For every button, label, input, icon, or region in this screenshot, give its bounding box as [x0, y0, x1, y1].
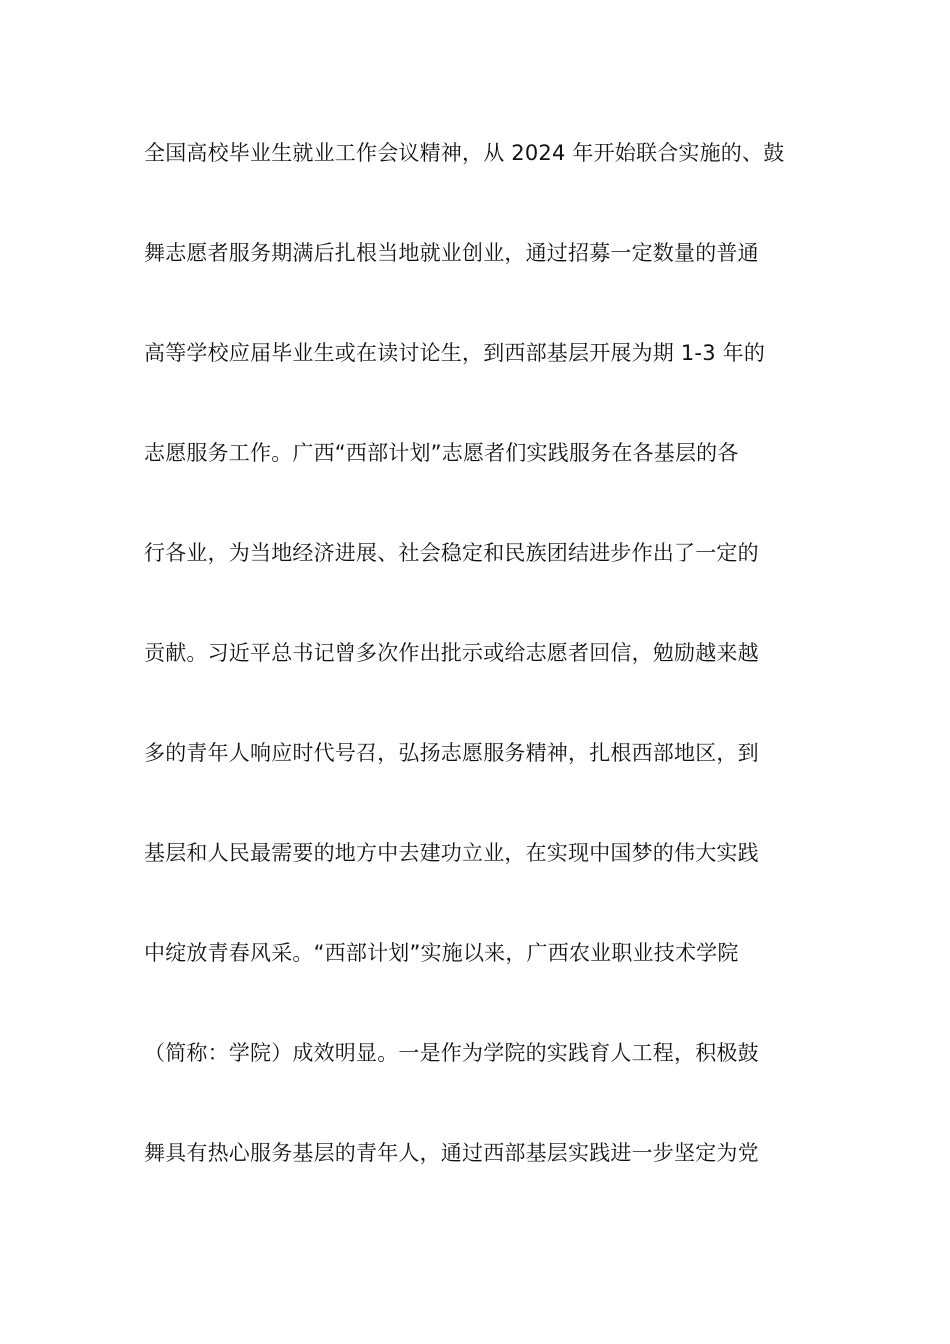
text-line: 多的青年人响应时代号召，弘扬志愿服务精神，扎根西部地区，到 — [144, 741, 759, 765]
text-line: 志愿服务工作。广西“西部计划”志愿者们实践服务在各基层的各 — [144, 441, 739, 465]
text-line: 贡献。习近平总书记曾多次作出批示或给志愿者回信，勉励越来越 — [144, 641, 759, 665]
body-paragraph — [144, 133, 814, 1233]
text-line: 舞志愿者服务期满后扎根当地就业创业，通过招募一定数量的普通 — [144, 241, 759, 265]
text-line: 舞具有热心服务基层的青年人，通过西部基层实践进一步坚定为党 — [144, 1141, 759, 1165]
text-line: 高等学校应届毕业生或在读讨论生，到西部基层开展为期 1-3 年的 — [144, 341, 766, 365]
text-line: 中绽放青春风采。“西部计划”实施以来，广西农业职业技术学院 — [144, 941, 739, 965]
text-line: 全国高校毕业生就业工作会议精神，从 2024 年开始联合实施的、鼓 — [144, 141, 785, 165]
text-line: （简称：学院）成效明显。一是作为学院的实践育人工程，积极鼓 — [144, 1041, 759, 1065]
text-line: 基层和人民最需要的地方中去建功立业，在实现中国梦的伟大实践 — [144, 841, 759, 865]
text-line: 行各业，为当地经济进展、社会稳定和民族团结进步作出了一定的 — [144, 541, 759, 565]
